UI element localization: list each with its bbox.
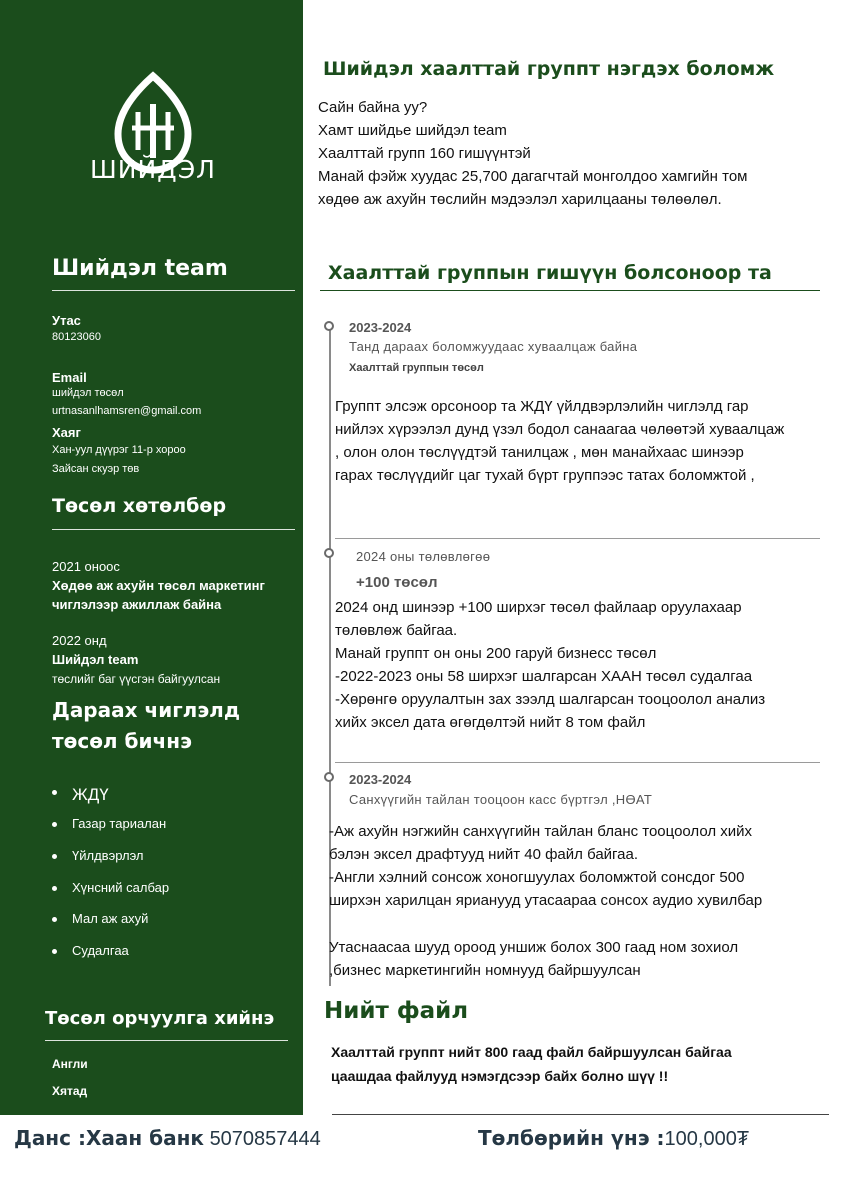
section-title: Хаалттай группын гишүүн болсоноор та	[328, 262, 772, 284]
body-line: -2022-2023 оны 58 ширхэг шалгарсан ХААН төсөл судалгаа	[335, 668, 753, 685]
total-line: цаашдаа файлууд нэмэгдсээр байх болно шүү !!	[331, 1068, 669, 1084]
divider	[52, 290, 295, 291]
body-line: гарах төслүүдийг цаг тухай бүрт группээс татах боломжтой ,	[335, 467, 755, 484]
body-line: ,бизнес маркетингийн номнууд байршуулсан	[329, 962, 641, 979]
timeline-extra-body	[329, 936, 738, 982]
price-label: Төлбөрийн үнэ :	[478, 1126, 665, 1150]
next-directions-title: Дараах чиглэлд төсөл бичнэ	[52, 698, 240, 753]
divider	[45, 1040, 288, 1041]
timeline-divider	[335, 762, 820, 763]
bullet-icon	[52, 949, 57, 954]
timeline-subtitle: Санхүүгийн тайлан тооцоон касс бүртгэл ,НӨАТ	[349, 792, 653, 807]
total-files-title: Нийт файл	[324, 998, 469, 1024]
main-title: Шийдэл хаалттай группт нэгдэх боломж	[323, 58, 775, 80]
intro-line: хөдөө аж ахуйн төслийн мэдээлэл харилцааны төлөөлөл.	[318, 191, 722, 208]
body-line: Группт элсэж орсоноор та ЖДҮ үйлдвэрлэлийн чиглэлд гар	[335, 398, 749, 415]
body-line: -Англи хэлний сонсож хоногшуулах боломжтой сонсдог 500	[329, 869, 745, 886]
price	[478, 1126, 749, 1151]
body-line: хийх эксел дата өгөгдөлтэй нийт 8 том файл	[335, 714, 646, 731]
account-number: 5070857444	[209, 1128, 321, 1150]
body-line: нийлэх хүрээлэл дунд үзэл бодол санаагаа чөлөөтэй хуваалцаж	[335, 421, 785, 438]
body-line: Манай группт он оны 200 гаруй бизнесс төсөл	[335, 645, 657, 662]
language-item: Хятад	[52, 1084, 88, 1098]
body-line: , олон олон төслүүдтэй танилцаж , мөн манайхаас шинээр	[335, 444, 744, 461]
divider	[52, 529, 295, 530]
intro-line: Манай фэйж хуудас 25,700 дагагчтай монголдоо хамгийн том	[318, 168, 748, 185]
timeline-dot-icon	[324, 772, 334, 782]
program-year2: 2022 онд	[52, 633, 107, 648]
direction-item: Судалгаа	[72, 943, 129, 958]
timeline-subtitle: Танд дараах боломжуудаас хуваалцаж байна	[349, 339, 638, 354]
bullet-icon	[52, 854, 57, 859]
total-files-text	[331, 1040, 732, 1088]
timeline-body	[335, 395, 784, 487]
price-value: 100,000₮	[664, 1128, 750, 1150]
program-year1: 2021 оноос	[52, 559, 120, 574]
address-line2: Зайсан скуэр төв	[52, 463, 140, 475]
bullet-icon	[52, 886, 57, 891]
intro-line: Хамт шийдье шийдэл team	[318, 122, 507, 139]
body-line: ширхэн харилцан ярианууд утасаараа сонсох аудио хувилбар	[329, 892, 763, 909]
language-item: Англи	[52, 1057, 88, 1071]
address-label: Хаяг	[52, 425, 81, 440]
email-label: Email	[52, 370, 87, 385]
logo-wordmark: ШИЙДЭЛ	[90, 155, 216, 184]
direction-item: Үйлдвэрлэл	[72, 848, 144, 863]
program-desc2: төслийг баг үүсгэн байгуулсан	[52, 672, 221, 686]
email-address: urtnasanlhamsren@gmail.com	[52, 405, 202, 417]
translation-title: Төсөл орчуулга хийнэ	[45, 1008, 275, 1029]
body-line: -Аж ахуйн нэгжийн санхүүгийн тайлан бланс тооцоолол хийх	[329, 823, 753, 840]
timeline-body	[329, 820, 762, 912]
direction-item: Мал аж ахуй	[72, 911, 149, 926]
total-line: Хаалттай группт нийт 800 гаад файл байршуулсан байгаа	[331, 1044, 732, 1060]
bullet-icon	[52, 917, 57, 922]
email-line1: шийдэл төсөл	[52, 387, 124, 399]
body-line: -Хөрөнгө оруулалтын зах зээлд шалгарсан тооцоолол анализ	[335, 691, 766, 708]
account-label: Данс :Хаан банк	[14, 1126, 204, 1150]
direction-item: Хүнсний салбар	[72, 880, 170, 895]
timeline-year: 2024 оны төлөвлөгөө	[356, 549, 491, 564]
body-line: Утаснаасаа шууд ороод уншиж болох 300 гаад ном зохиол	[329, 939, 739, 956]
timeline-year: 2023-2024	[349, 772, 412, 787]
intro-line: Хаалттай групп 160 гишүүнтэй	[318, 145, 531, 162]
sidebar	[0, 0, 303, 1115]
intro-line: Сайн байна уу?	[318, 99, 428, 116]
address-line1: Хан-уул дүүрэг 11-р хороо	[52, 444, 186, 456]
timeline-dot-icon	[324, 321, 334, 331]
direction-item: Газар тариалан	[72, 816, 167, 831]
program-title: Төсөл хөтөлбөр	[52, 495, 227, 517]
timeline-subtitle: +100 төсөл	[356, 574, 438, 591]
timeline-year: 2023-2024	[349, 320, 412, 335]
team-title: Шийдэл team	[52, 256, 228, 281]
timeline-dot-icon	[324, 548, 334, 558]
phone-value: 80123060	[52, 331, 101, 343]
body-line: бэлэн эксел драфтууд нийт 40 файл байгаа.	[329, 846, 639, 863]
bank-account	[14, 1126, 321, 1151]
section-divider	[320, 290, 820, 291]
bullet-icon	[52, 790, 57, 795]
program-desc1: Хөдөө аж ахуйн төсөл маркетинг чиглэлээр ажиллаж байна	[52, 578, 265, 612]
phone-label: Утас	[52, 313, 81, 328]
intro-text	[318, 96, 828, 211]
program-org: Шийдэл team	[52, 652, 139, 667]
timeline-divider	[335, 538, 820, 539]
bullet-icon	[52, 822, 57, 827]
body-line: төлөвлөж байгаа.	[335, 622, 458, 639]
timeline-subsubtitle: Хаалттай группын төсөл	[349, 362, 484, 374]
body-line: 2024 онд шинээр +100 ширхэг төсөл файлаар оруулахаар	[335, 599, 742, 616]
bottom-divider	[332, 1114, 829, 1115]
timeline-body	[335, 596, 765, 734]
direction-item: ЖДҮ	[72, 785, 109, 804]
